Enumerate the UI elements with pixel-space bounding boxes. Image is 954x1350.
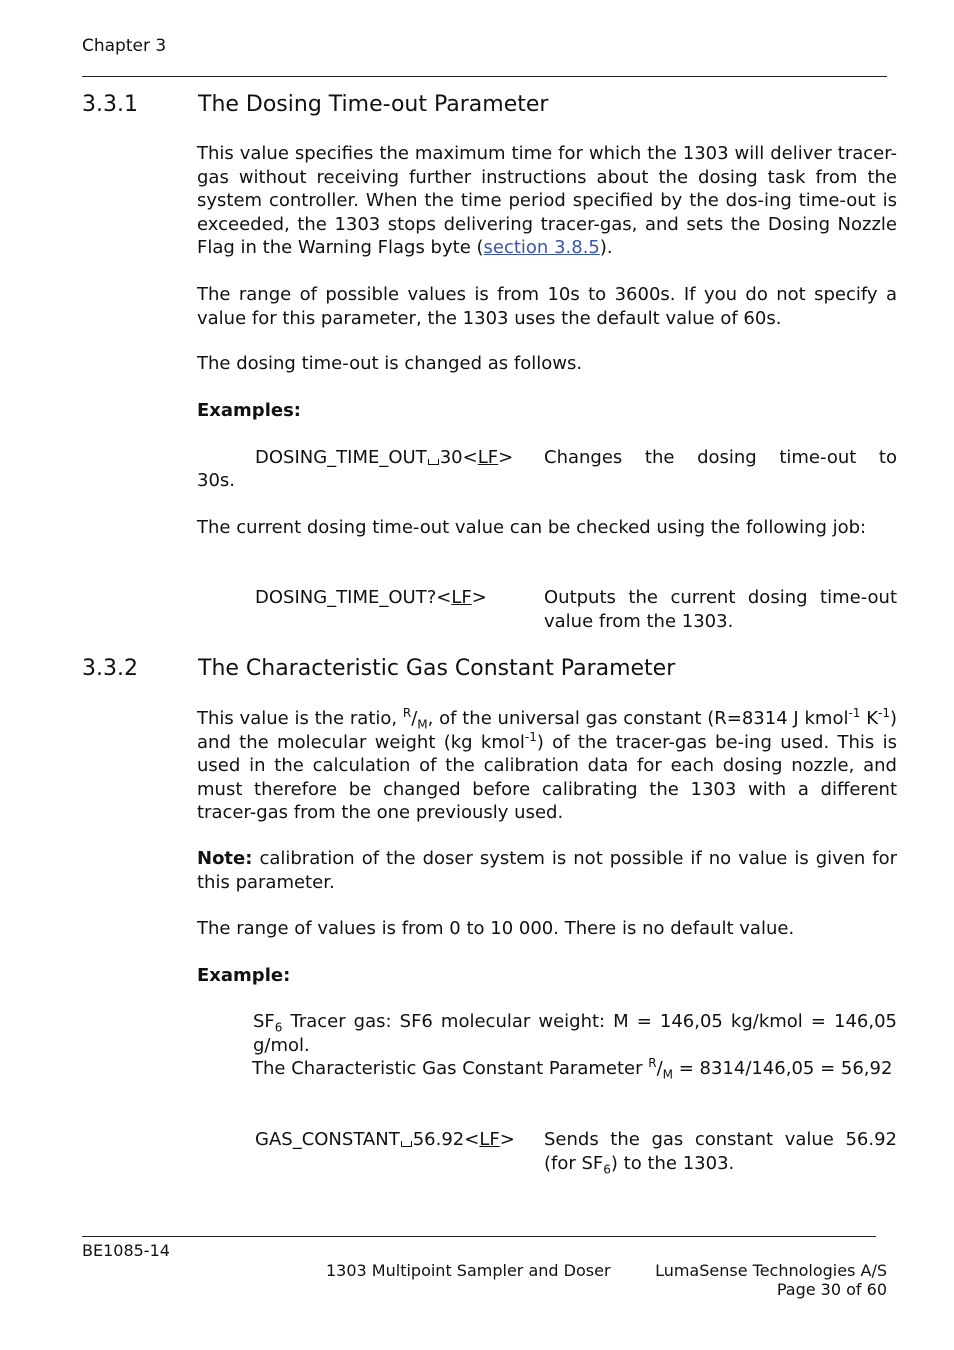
dosing-timeout-description: This value specifies the maximum time for which the 1303 will deliver tracer-gas without receiving further instructions about the dosing task from the system controller. When the time period specified by the dos-ing time-out is exceeded, the 1303 stops delivering tracer-gas, and sets the Dosing Nozzle Flag in the Warning Flags byte (section 3.8.5). xyxy=(197,143,897,258)
example-command-query-timeout: DOSING_TIME_OUT?<LF> xyxy=(255,587,487,608)
section-number: 3.3.1 xyxy=(82,92,138,117)
dosing-timeout-change-intro: The dosing time-out is changed as follows. xyxy=(197,353,583,374)
examples-label: Examples: xyxy=(197,400,301,421)
check-timeout-intro: The current dosing time-out value can be checked using the following job: xyxy=(197,517,867,538)
example-command-gas-constant: GAS_CONSTANT 56.92<LF> xyxy=(255,1129,515,1150)
product-name: 1303 Multipoint Sampler and Doser xyxy=(326,1261,611,1280)
gas-constant-description: This value is the ratio, $^R/_M$, of the universal gas constant (R=8314 J kmol$^{-1}$ $K^{-1}$) and the molecular weight (kg kmol$^{-1}$) of the tracer-gas be-ing used. This is used in the calculation of the calibration data for each dosing nozzle, and must therefore be changed before calibrating the 1303 with a different tracer-gas from the one previously used. xyxy=(197,706,897,823)
sf6-molecular-weight-line: $SF_6$ Tracer gas: SF6 molecular weight: M = 146,05 kg/kmol = 146,05 g/mol. xyxy=(253,1011,897,1056)
section-title: The Dosing Time-out Parameter xyxy=(198,92,549,117)
example-description-query-timeout: Outputs the current dosing time-out value from the 1303. xyxy=(544,587,897,632)
example-description-wrap: 30s. xyxy=(197,470,236,491)
document-id: BE1085-14 xyxy=(82,1241,170,1260)
chapter-header: Chapter 3 xyxy=(82,36,167,56)
dosing-timeout-range: The range of possible values is from 10s to 3600s. If you do not specify a value for this parameter, the 1303 uses the default value of 60s. xyxy=(197,284,897,329)
note-label: Note: xyxy=(197,848,253,869)
section-title: The Characteristic Gas Constant Parameter xyxy=(198,656,676,681)
calibration-note: Note: calibration of the doser system is not possible if no value is given for this parameter. xyxy=(197,848,897,893)
section-3-8-5-link[interactable]: section 3.8.5 xyxy=(483,237,600,258)
space-symbol-icon xyxy=(428,459,439,465)
space-symbol-icon xyxy=(401,1141,412,1147)
example-label: Example: xyxy=(197,965,291,986)
section-heading-3-3-1 xyxy=(82,92,897,122)
company-name: LumaSense Technologies A/S xyxy=(655,1261,887,1280)
footer-rule xyxy=(82,1236,876,1237)
page-number: Page 30 of 60 xyxy=(776,1280,887,1299)
section-heading-3-3-2 xyxy=(82,656,897,686)
header-rule xyxy=(82,76,887,77)
example-description-gas-constant: Sends the gas constant value 56.92 (for $SF_6$) to the 1303. xyxy=(544,1129,897,1177)
example-command-set-timeout: DOSING_TIME_OUT 30<LF> xyxy=(255,447,514,468)
section-number: 3.3.2 xyxy=(82,656,138,681)
example-description-set-timeout: Changes the dosing time-out to xyxy=(544,447,897,468)
gas-constant-range: The range of values is from 0 to 10 000. There is no default value. xyxy=(197,918,795,939)
characteristic-gas-constant-calc: The Characteristic Gas Constant Parameter $^R/_M = 8314/146,05 = 56,92$ xyxy=(252,1056,893,1082)
